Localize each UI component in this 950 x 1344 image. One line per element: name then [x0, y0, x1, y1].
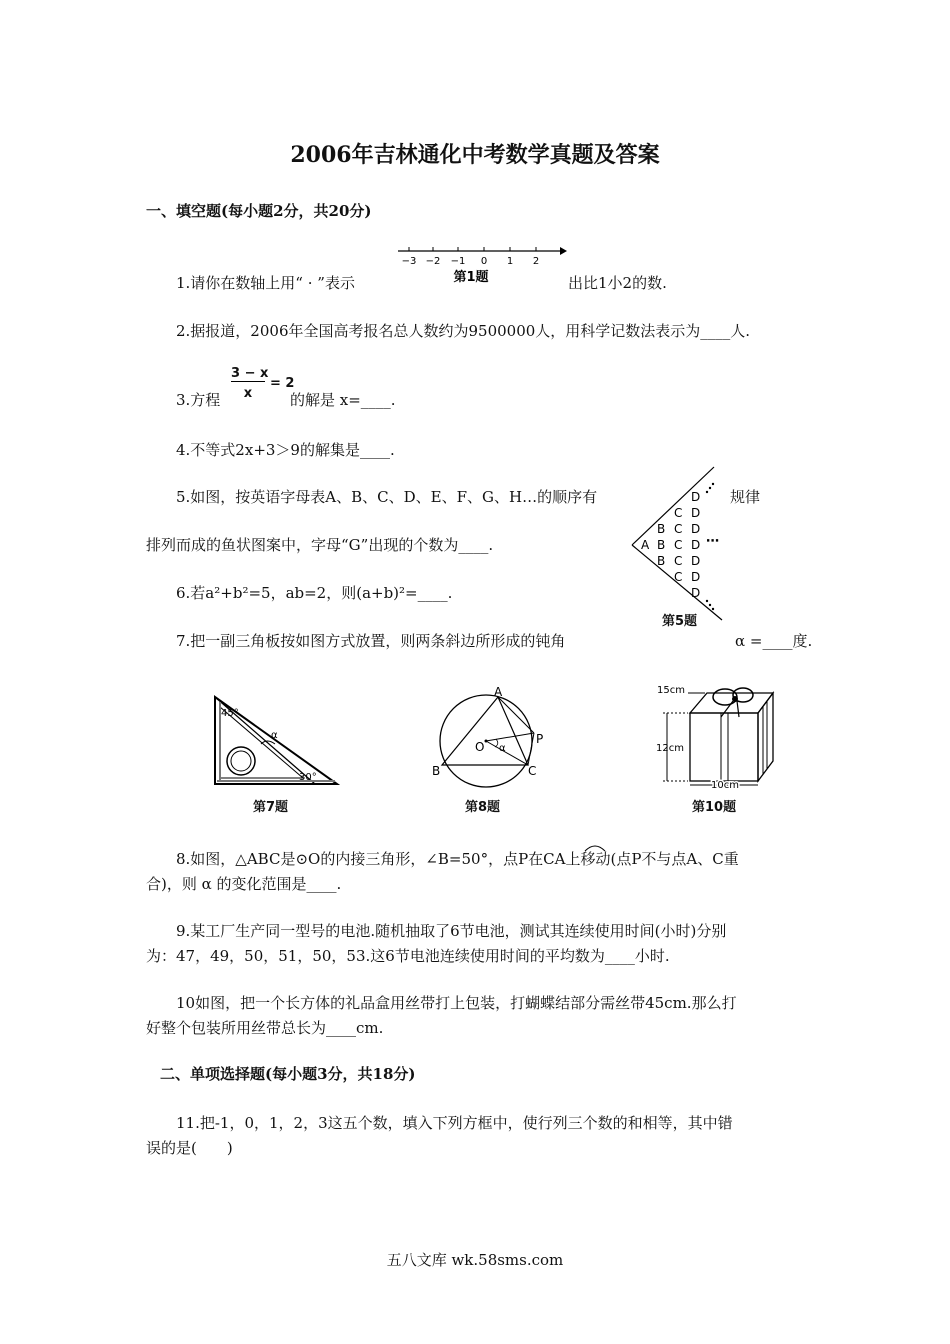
arc-symbol [583, 843, 607, 853]
question-3-text-end: 的解是 x=____. [290, 391, 396, 409]
page-footer: 五八文库 wk.58sms.com [386, 1251, 564, 1269]
fish-letter: C [674, 570, 683, 584]
equation-rhs: = 2 [270, 376, 295, 391]
alpha-label: α [271, 730, 278, 741]
question-5-text-line2: 排列而成的鱼状图案中，字母“G”出现的个数为____. [146, 536, 494, 554]
tick-label: 2 [532, 256, 540, 267]
fish-letter: D [691, 586, 701, 600]
question-7-text-end: α =____度. [735, 632, 813, 650]
question-3-text: 3.方程 [176, 391, 221, 409]
question-10-text-line1: 10如图，把一个长方体的礼品盒用丝带打上包装，打蝴蝶结部分需丝带45cm.那么打 [176, 994, 737, 1012]
question-2-text: 2.据报道，2006年全国高考报名总人数约为9500000人，用科学记数法表示为____人. [176, 322, 751, 340]
tick-label: −2 [425, 256, 441, 267]
dimension-10cm-label: 10cm [711, 780, 739, 791]
fish-letter: B [657, 554, 666, 568]
figure-5-caption: 第5题 [662, 614, 698, 629]
question-8-text-line1: 8.如图，△ABC是⊙O的内接三角形，∠B=50°，点P在CA上移动(点P不与点A、C重 [176, 850, 739, 868]
figure-8-circle [430, 685, 550, 795]
section-heading-multiple-choice: 二、单项选择题(每小题3分，共18分) [160, 1065, 416, 1083]
fish-letter: C [674, 522, 683, 536]
fish-letter: C [674, 554, 683, 568]
fish-letter: D [691, 522, 701, 536]
alpha-label: α [499, 743, 506, 754]
point-A-label: A [494, 685, 503, 699]
question-1-text: 1.请你在数轴上用“ · ”表示 [176, 274, 355, 292]
question-11-text-line2: 误的是( ) [146, 1139, 233, 1157]
figure-1-caption: 第1题 [453, 270, 489, 285]
question-10-text-line2: 好整个包装所用丝带总长为____cm. [146, 1019, 384, 1037]
figure-7-triangles [205, 692, 345, 792]
point-O-label: O [475, 740, 485, 754]
point-B-label: B [432, 764, 441, 778]
question-6-text: 6.若a²+b²=5，ab=2，则(a+b)²=____. [176, 584, 453, 602]
fish-letter: C [674, 506, 683, 520]
question-9-text-line1: 9.某工厂生产同一型号的电池.随机抽取了6节电池，测试其连续使用时间(小时)分别 [176, 922, 727, 940]
tick-label: 0 [480, 256, 488, 267]
fraction-numerator: 3 − x [231, 366, 269, 381]
fish-letter: D [691, 554, 701, 568]
point-P-label: P [536, 732, 544, 746]
question-4-text: 4.不等式2x+3＞9的解集是____. [176, 441, 395, 459]
fraction-denominator: x [243, 386, 253, 401]
question-1-text-end: 出比1小2的数. [568, 274, 667, 292]
angle-30-label: 30° [299, 772, 317, 783]
section-heading-fill-in: 一、填空题(每小题2分，共20分) [146, 202, 372, 220]
number-line-figure [395, 243, 570, 291]
dimension-12cm-label: 12cm [656, 743, 684, 754]
page-title: 2006年吉林通化中考数学真题及答案 [290, 142, 660, 168]
fish-letter: D [691, 506, 701, 520]
fish-letter: A [641, 538, 650, 552]
figure-10-caption: 第10题 [692, 800, 737, 815]
question-9-text-line2: 为：47，49，50，51，50，53.这6节电池连续使用时间的平均数为____小时. [146, 947, 670, 965]
fish-letter: D [691, 570, 701, 584]
question-5-text-line1-end: 规律 [730, 488, 761, 506]
point-C-label: C [528, 764, 537, 778]
question-11-text-line1: 11.把-1，0，1，2，3这五个数，填入下列方框中，使行列三个数的和相等，其中错 [176, 1114, 733, 1132]
tick-label: −1 [450, 256, 466, 267]
figure-8-caption: 第8题 [465, 800, 501, 815]
figure-7-caption: 第7题 [253, 800, 289, 815]
tick-label: 1 [506, 256, 514, 267]
tick-label: −3 [401, 256, 417, 267]
question-5-text-line1: 5.如图，按英语字母表A、B、C、D、E、F、G、H…的顺序有 [176, 488, 598, 506]
fish-letter: C [674, 538, 683, 552]
question-8-text-line2: 合)，则 α 的变化范围是____. [146, 875, 342, 893]
dimension-15cm-label: 15cm [657, 685, 685, 696]
question-7-text: 7.把一副三角板按如图方式放置，则两条斜边所形成的钝角 [176, 632, 566, 650]
fish-letter: D [691, 490, 701, 504]
fish-letter: B [657, 538, 666, 552]
fish-letter: D [691, 538, 701, 552]
figure-10-gift-box [655, 675, 780, 795]
fish-ellipsis: ⋯ [706, 534, 719, 549]
angle-45-label: 45° [221, 708, 239, 719]
fish-letter: B [657, 522, 666, 536]
